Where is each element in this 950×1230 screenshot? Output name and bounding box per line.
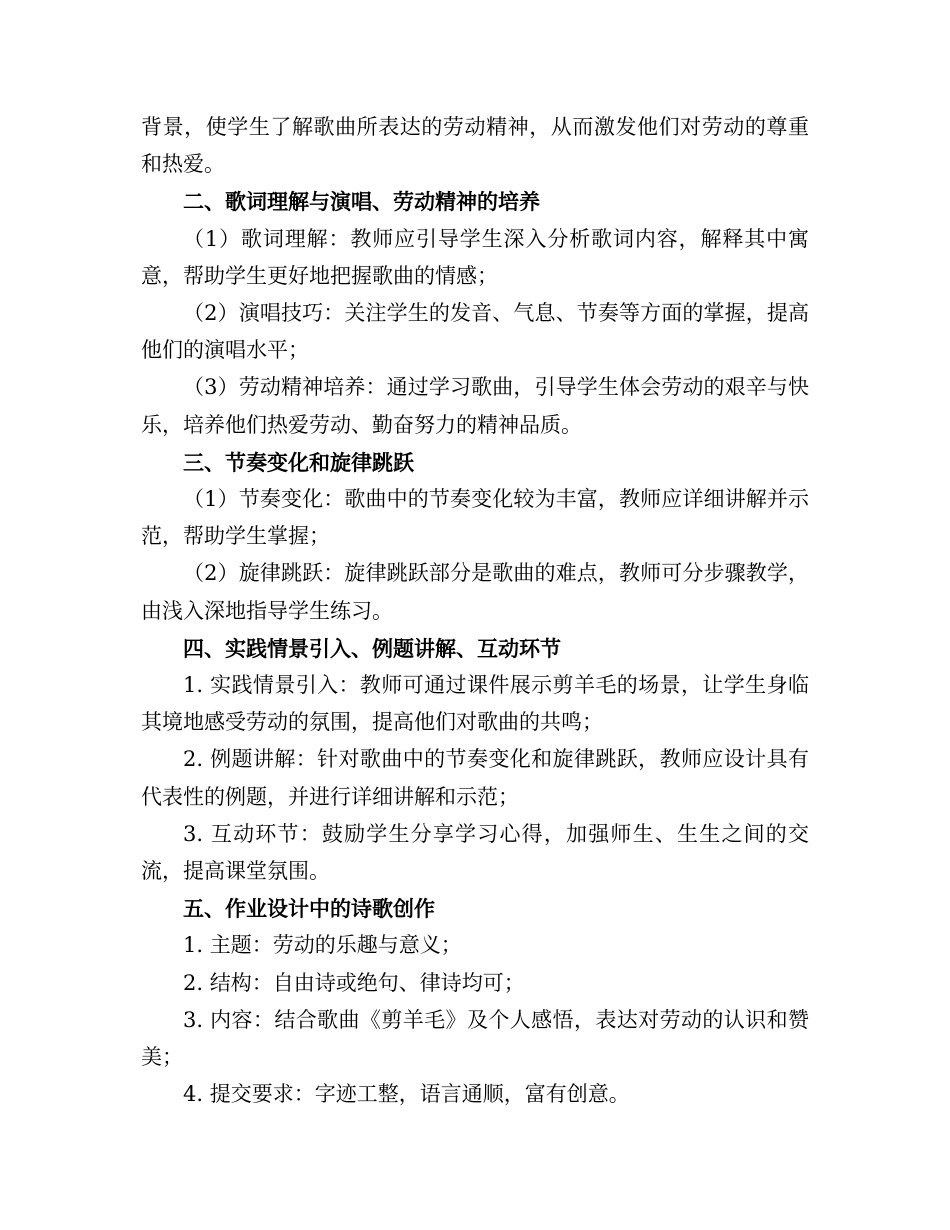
- paragraph-example-explanation: 2. 例题讲解：针对歌曲中的节奏变化和旋律跳跃，教师应设计具有代表性的例题，并进行详细讲解和示范；: [141, 747, 809, 809]
- paragraph-singing-technique: （2）演唱技巧：关注学生的发音、气息、节奏等方面的掌握，提高他们的演唱水平；: [141, 301, 809, 363]
- section-heading-2: 二、歌词理解与演唱、劳动精神的培养: [183, 189, 540, 215]
- paragraph-labor-spirit: （3）劳动精神培养：通过学习歌曲，引导学生体会劳动的艰辛与快乐，培养他们热爱劳动、勤奋努力的精神品质。: [141, 375, 809, 437]
- section-heading-3: 三、节奏变化和旋律跳跃: [183, 449, 414, 475]
- paragraph-submission: 4. 提交要求：字迹工整，语言通顺，富有创意。: [183, 1082, 630, 1107]
- paragraph-content: 3. 内容：结合歌曲《剪羊毛》及个人感悟，表达对劳动的认识和赞美；: [141, 1007, 809, 1070]
- document-body: [141, 109, 809, 1113]
- paragraph-continuation: 背景，使学生了解歌曲所表达的劳动精神，从而激发他们对劳动的尊重和热爱。: [141, 115, 809, 177]
- paragraph-structure: 2. 结构：自由诗或绝句、律诗均可；: [183, 970, 525, 995]
- paragraph-interaction: 3. 互动环节：鼓励学生分享学习心得，加强师生、生生之间的交流，提高课堂氛围。: [141, 821, 809, 884]
- paragraph-rhythm-change: （1）节奏变化：歌曲中的节奏变化较为丰富，教师应详细讲解并示范，帮助学生掌握；: [141, 487, 809, 549]
- paragraph-theme: 1. 主题：劳动的乐趣与意义；: [183, 933, 462, 958]
- paragraph-practice-scene: 1. 实践情景引入：教师可通过课件展示剪羊毛的场景，让学生身临其境地感受劳动的氛围，提高他们对歌曲的共鸣；: [141, 673, 809, 735]
- section-heading-5: 五、作业设计中的诗歌创作: [183, 896, 435, 922]
- section-heading-4: 四、实践情景引入、例题讲解、互动环节: [183, 635, 561, 661]
- paragraph-melody-jump: （2）旋律跳跃：旋律跳跃部分是歌曲的难点，教师可分步骤教学，由浅入深地指导学生练习。: [141, 561, 809, 623]
- paragraph-lyrics-understanding: （1）歌词理解：教师应引导学生深入分析歌词内容，解释其中寓意，帮助学生更好地把握歌曲的情感；: [141, 226, 809, 288]
